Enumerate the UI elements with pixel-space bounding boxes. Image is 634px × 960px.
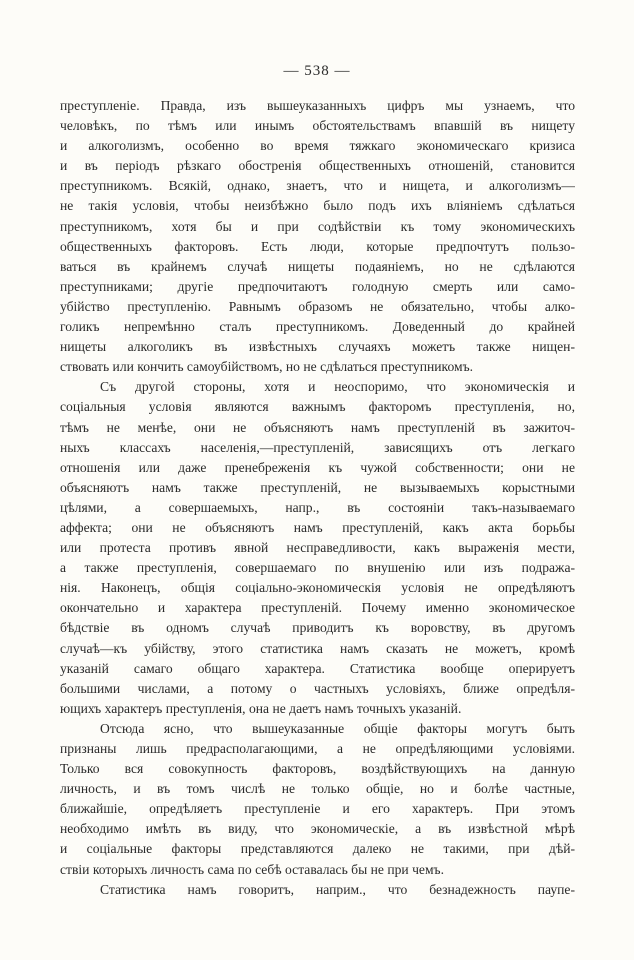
text-line: преступникомъ. Всякій, однако, знаетъ, что и нищета, и алкоголизмъ—: [60, 178, 575, 194]
text-line: признаны лишь предрасполагающими, а не опредѣляющими условіями.: [60, 741, 575, 756]
text-line: ближайшіе, опредѣляетъ преступленіе и его характеръ. При этомъ: [60, 801, 575, 817]
text-line: случаѣ—къ убійству, этого статистика намъ сказать не можетъ, кромѣ: [60, 640, 575, 656]
text-line: общественныхъ факторовъ. Есть люди, которые предпочтутъ пользо-: [60, 238, 575, 254]
text-line: и соціальные факторы представляются далеко не такими, при дѣй-: [60, 841, 575, 857]
text-line: ствовать или кончить самоубійствомъ, но не сдѣлаться преступникомъ.: [60, 359, 474, 375]
text-line: голикъ непремѣнно сталъ преступникомъ. Доведенный до крайней: [60, 319, 575, 335]
text-line: ющихъ характеръ преступленія, она не даетъ намъ точныхъ указаній.: [60, 700, 462, 716]
text-line: преступниками; другіе предпочитаютъ голодную смерть или само-: [60, 278, 575, 294]
text-line: и алкоголизмъ, особенно во время тяжкаго экономическаго кризиса: [60, 138, 575, 154]
text-line: преступникомъ, хотя бы и при содѣйствіи къ тому экономическихъ: [60, 218, 575, 234]
text-line: убійство преступленію. Равнымъ образомъ не обязательно, чтобы алко-: [60, 298, 575, 314]
text-line: отношенія или даже пренебреженія къ чужой собственности; они не: [60, 459, 575, 475]
text-line: необходимо имѣть въ виду, что экономическіе, а въ извѣстной мѣрѣ: [60, 821, 575, 837]
text-line: Съ другой стороны, хотя и неоспоримо, что экономическія и: [100, 379, 575, 395]
text-line: и въ періодъ рѣзкаго обостренія общественныхъ отношеній, становится: [60, 158, 575, 174]
text-line: Отсюда ясно, что вышеуказанные общіе факторы могутъ быть: [100, 720, 575, 736]
text-line: или протеста противъ явной несправедливости, какъ выраженія мести,: [60, 540, 575, 556]
page-number: — 538 —: [283, 63, 351, 79]
text-line: нищеты алкоголикъ въ извѣстныхъ случаяхъ можетъ также нищен-: [60, 339, 575, 355]
text-line: большими числами, а потому о частныхъ условіяхъ, ближе опредѣля-: [60, 680, 575, 696]
text-line: а также преступленія, совершаемаго по внушенію или изъ подража-: [60, 560, 575, 576]
text-line: ствіи которыхъ личность сама по себѣ оставалась бы не при чемъ.: [60, 861, 444, 877]
body-text: [60, 96, 575, 900]
text-line: тѣмъ не менѣе, они не объясняютъ намъ преступленій въ зажиточ-: [60, 419, 575, 435]
text-line: бѣдствіе въ одномъ случаѣ приводитъ къ воровству, въ другомъ: [60, 620, 575, 636]
text-line: преступленіе. Правда, изъ вышеуказанныхъ цифръ мы узнаемъ, что: [60, 98, 575, 113]
text-line: человѣкъ, по тѣмъ или инымъ обстоятельствамъ впавшій въ нищету: [60, 118, 575, 134]
text-line: ныхъ классахъ населенія,—преступленій, зависящихъ отъ легкаго: [60, 439, 575, 455]
text-line: цѣлями, а совершаемыхъ, напр., въ состояніи такъ-называемаго: [60, 499, 575, 515]
text-line: окончательно и характера преступленій. Почему именно экономическое: [60, 600, 575, 616]
text-line: нія. Наконецъ, общія соціально-экономическія условія не опредѣляютъ: [60, 580, 575, 596]
text-line: личность, и въ томъ числѣ не только общіе, но и болѣе частные,: [60, 781, 575, 797]
text-line: объясняютъ намъ также преступленій, не вызываемыхъ корыстными: [60, 479, 575, 495]
text-line: ваться въ крайнемъ случаѣ нищеты подаяніемъ, но не сдѣлаются: [60, 258, 575, 274]
text-line: аффекта; они не объясняютъ намъ преступленій, какъ акта борьбы: [60, 519, 575, 535]
text-line: Только вся совокупность факторовъ, воздѣйствующихъ на данную: [60, 761, 575, 777]
text-line: указаній самаго общаго характера. Статистика вообще оперируетъ: [60, 660, 575, 676]
text-line: не такія условія, чтобы неизбѣжно было подъ ихъ вліяніемъ сдѣлаться: [60, 198, 575, 214]
text-line: Статистика намъ говоритъ, наприм., что безнадежность паупе-: [100, 881, 575, 897]
text-line: соціальныя условія являются важнымъ факторомъ преступленія, но,: [60, 399, 575, 415]
